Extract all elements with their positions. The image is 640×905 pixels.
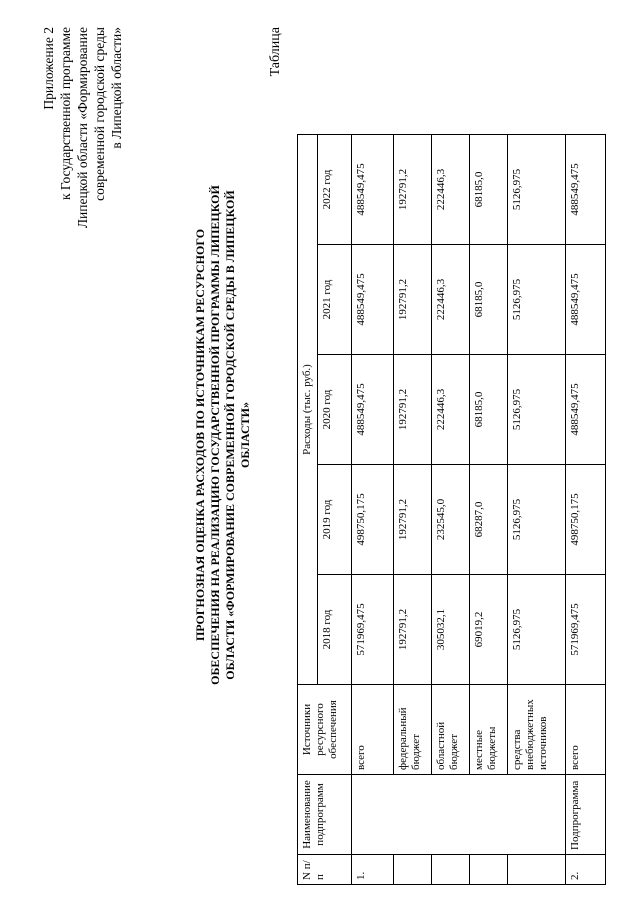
row-source: федеральный бюджет — [394, 685, 432, 775]
table-row — [508, 135, 566, 885]
row-source: местные бюджеты — [470, 685, 508, 775]
row-value: 232545,0 — [432, 465, 470, 575]
table-row — [352, 135, 394, 885]
row-value: 192791,2 — [394, 355, 432, 465]
header-year: 2020 год — [318, 355, 352, 465]
row-value: 488549,475 — [566, 245, 606, 355]
row-num — [470, 855, 508, 885]
header-num: N п/п — [298, 855, 352, 885]
row-value: 5126,975 — [508, 245, 566, 355]
row-value: 498750,175 — [566, 465, 606, 575]
row-num: 2. — [566, 855, 606, 885]
document-title — [193, 185, 253, 685]
expenses-table — [297, 134, 606, 885]
title-line: ОБЕСПЕЧЕНИЯ НА РЕАЛИЗАЦИЮ ГОСУДАРСТВЕННОЙ ПРОГРАММЫ ЛИПЕЦКОЙ — [208, 185, 222, 685]
row-value: 68287,0 — [470, 465, 508, 575]
row-value: 571969,475 — [566, 575, 606, 685]
row-value: 68185,0 — [470, 245, 508, 355]
row-value: 68185,0 — [470, 135, 508, 245]
header-expenses: Расходы (тыс. руб.) — [298, 135, 318, 685]
row-name — [352, 775, 566, 855]
row-value: 222446,3 — [432, 135, 470, 245]
row-source: всего — [566, 685, 606, 775]
row-value: 222446,3 — [432, 355, 470, 465]
row-value: 488549,475 — [566, 355, 606, 465]
row-value: 192791,2 — [394, 575, 432, 685]
row-value: 5126,975 — [508, 575, 566, 685]
appendix-line: Приложение 2 — [41, 27, 56, 110]
row-value: 5126,975 — [508, 355, 566, 465]
row-value: 488549,475 — [352, 245, 394, 355]
row-num — [508, 855, 566, 885]
table-row — [432, 135, 470, 885]
header-year: 2019 год — [318, 465, 352, 575]
row-value: 488549,475 — [352, 135, 394, 245]
row-value: 488549,475 — [566, 135, 606, 245]
appendix-line: в Липецкой области» — [109, 27, 124, 149]
header-year: 2022 год — [318, 135, 352, 245]
table-row — [394, 135, 432, 885]
row-value: 5126,975 — [508, 135, 566, 245]
row-value: 571969,475 — [352, 575, 394, 685]
row-value: 68185,0 — [470, 355, 508, 465]
row-num — [394, 855, 432, 885]
row-value: 222446,3 — [432, 245, 470, 355]
row-value: 5126,975 — [508, 465, 566, 575]
table-caption: Таблица — [268, 27, 283, 77]
row-value: 192791,2 — [394, 465, 432, 575]
appendix-line: Липецкой области «Формирование — [75, 27, 90, 229]
header-year: 2018 год — [318, 575, 352, 685]
title-line: ПРОГНОЗНАЯ ОЦЕНКА РАСХОДОВ ПО ИСТОЧНИКАМ РЕСУРСНОГО — [193, 228, 207, 642]
row-value: 192791,2 — [394, 135, 432, 245]
row-value: 192791,2 — [394, 245, 432, 355]
appendix-block — [40, 27, 125, 265]
title-line: ОБЛАСТИ «ФОРМИРОВАНИЕ СОВРЕМЕННОЙ ГОРОДСКОЙ СРЕДЫ В ЛИПЕЦКОЙ ОБЛАСТИ» — [223, 190, 252, 680]
row-value: 498750,175 — [352, 465, 394, 575]
row-source: областной бюджет — [432, 685, 470, 775]
table-row — [470, 135, 508, 885]
appendix-line: современной городской среды — [92, 27, 107, 201]
row-source: всего — [352, 685, 394, 775]
appendix-line: к Государственной программе — [58, 27, 73, 201]
row-value: 488549,475 — [352, 355, 394, 465]
header-year: 2021 год — [318, 245, 352, 355]
row-num — [432, 855, 470, 885]
table-row — [566, 135, 606, 885]
row-source: средства внебюджетных источников — [508, 685, 566, 775]
row-value: 305032,1 — [432, 575, 470, 685]
row-name: Подпрограмма — [566, 775, 606, 855]
row-value: 69019,2 — [470, 575, 508, 685]
header-source: Источники ресурсного обеспечения — [298, 685, 352, 775]
row-num: 1. — [352, 855, 394, 885]
header-name: Наименование подпрограмм — [298, 775, 352, 855]
